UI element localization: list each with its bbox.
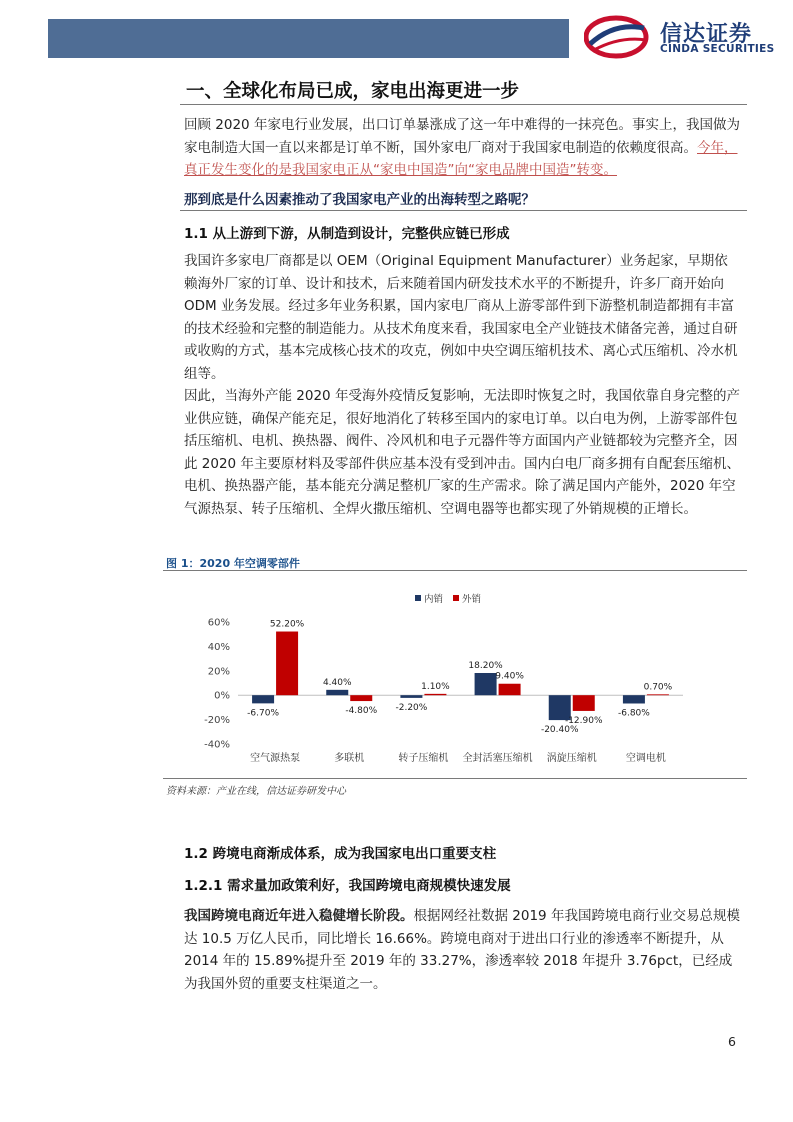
- x-tick-label: 涡旋压缩机: [546, 753, 597, 764]
- y-tick-label: 20%: [207, 666, 230, 678]
- bar-domestic: [400, 695, 422, 698]
- legend-label: 内销: [424, 594, 444, 605]
- paragraph-1-1-b: 因此，当海外产能 2020 年受海外疫情反复影响，无法即时恢复之时，我国依靠自身完整的产业供应链，确保产能充足，很好地消化了转移至国内的家电订单。以白电为例，上游零部件包括压缩机、电机、换热器、阀件、冷风机和电子元器件等方面国内产业链都较为完整齐全，因此 2020 年主要原材料及零部件供应基本没有受到冲击。国内白电厂商多拥有自配套压缩机、电机、换热器产能，基本能充分满足整机厂家的生产需求。除了满足国内产能外，2020 年空气源热泵、转子压缩机、全焊火撒压缩机、空调电器等也都实现了外销规模的正增长。: [184, 388, 740, 517]
- bar-export: [276, 632, 298, 696]
- subsection-title-1-1: 1.1 从上游到下游，从制造到设计，完整供应链已形成: [184, 226, 510, 242]
- intro-highlight: 今年，真正发生变化的是我国家电正从“家电中国造”向“家电品牌中国造”转变。: [184, 139, 738, 178]
- cinda-logo-icon: [584, 14, 654, 60]
- x-tick-label: 空气源热泵: [250, 753, 301, 764]
- bar-export: [499, 684, 521, 695]
- figure-top-rule: [163, 570, 747, 571]
- y-tick-label: 40%: [207, 641, 230, 653]
- bar-domestic: [475, 673, 497, 695]
- y-tick-label: -40%: [204, 739, 230, 751]
- subsection-title-1-2: 1.2 跨境电商渐成体系，成为我国家电出口重要支柱: [184, 846, 497, 862]
- bar-domestic: [326, 690, 348, 695]
- subsection-title-1-2-1: 1.2.1 需求量加政策利好，我国跨境电商规模快速发展: [184, 878, 511, 894]
- data-label: -6.80%: [617, 708, 650, 719]
- data-label: -12.90%: [564, 715, 603, 726]
- legend-label: 外销: [462, 594, 482, 605]
- x-tick-label: 空调电机: [625, 753, 666, 764]
- section-title: 一、全球化布局已成，家电出海更进一步: [186, 81, 520, 102]
- data-label: 18.20%: [468, 660, 503, 671]
- x-tick-label: 多联机: [334, 753, 365, 764]
- bar-chart: [163, 572, 747, 777]
- paragraph-lead: 我国跨境电商近年进入稳健增长阶段。: [184, 908, 414, 924]
- legend-swatch: [415, 595, 421, 601]
- bar-export: [350, 695, 372, 701]
- y-tick-label: 60%: [207, 617, 230, 629]
- key-question: 那到底是什么因素推动了我国家电产业的出海转型之路呢？: [184, 192, 535, 208]
- x-tick-label: 转子压缩机: [398, 753, 449, 764]
- paragraph-1-1-a: 我国许多家电厂商都是以 OEM（Original Equipment Manufacturer）业务起家，早期依赖海外厂家的订单、设计和技术，后来随着国内研发技术水平的不断提升，许多厂商开始向 ODM 业务发展。经过多年业务积累，国内家电厂商从上游零部件到下游整机制造都拥有丰富的技术经验和完整的制造能力。从技术角度来看，我国家电全产业链技术储备完善，通过自研或收购的方式，基本完成核心技术的攻克，例如中央空调压缩机技术、离心式压缩机、冷水机组等。: [184, 253, 738, 382]
- data-label: -20.40%: [540, 725, 579, 736]
- y-tick-label: 0%: [214, 690, 230, 702]
- paragraph-1-2-1: [184, 905, 740, 995]
- question-divider: [180, 210, 747, 211]
- data-label: 9.40%: [495, 671, 524, 682]
- data-label: -2.20%: [395, 702, 428, 713]
- figure-bottom-rule: [163, 778, 747, 779]
- bar-domestic: [252, 695, 274, 703]
- logo-english-name: CINDA SECURITIES: [660, 43, 775, 55]
- paragraph-body: 根据网经社数据 2019 年我国跨境电商行业交易总规模达 10.5 万亿人民币，同比增长 16.66%。跨境电商对于进出口行业的渗透率不断提升，从 2014 年的 15.89%提升至 2019 年的 33.27%，渗透率较 2018 年提升 3.76pct，已经成为我国外贸的重要支柱渠道之一。: [184, 908, 740, 992]
- intro-paragraph: [184, 114, 740, 182]
- figure-title: 图 1：2020 年空调零部件: [166, 557, 300, 570]
- y-tick-label: -20%: [204, 715, 230, 727]
- intro-text: 回顾 2020 年家电行业发展，出口订单暴涨成了这一年中难得的一抹亮色。事实上，我国做为家电制造大国一直以来都是订单不断，国外家电厂商对于我国家电制造的依赖度很高。: [184, 117, 740, 156]
- data-label: -6.70%: [247, 708, 280, 719]
- data-label: 4.40%: [322, 677, 352, 688]
- figure-source: 资料来源：产业在线，信达证券研发中心: [166, 786, 346, 797]
- page-number: 6: [728, 1034, 736, 1049]
- logo-chinese-name: 信达证券: [660, 22, 753, 47]
- x-tick-label: 全封活塞压缩机: [462, 753, 533, 764]
- bar-export: [647, 694, 669, 695]
- bar-export: [424, 694, 446, 695]
- bar-export: [573, 695, 595, 711]
- data-label: 0.70%: [643, 682, 673, 693]
- bar-domestic: [623, 695, 645, 703]
- data-label: 1.10%: [421, 681, 450, 692]
- data-label: -4.80%: [345, 706, 378, 717]
- legend-swatch: [453, 595, 459, 601]
- header-bar: [48, 19, 569, 58]
- section-divider: [180, 104, 747, 105]
- data-label: 52.20%: [269, 619, 305, 630]
